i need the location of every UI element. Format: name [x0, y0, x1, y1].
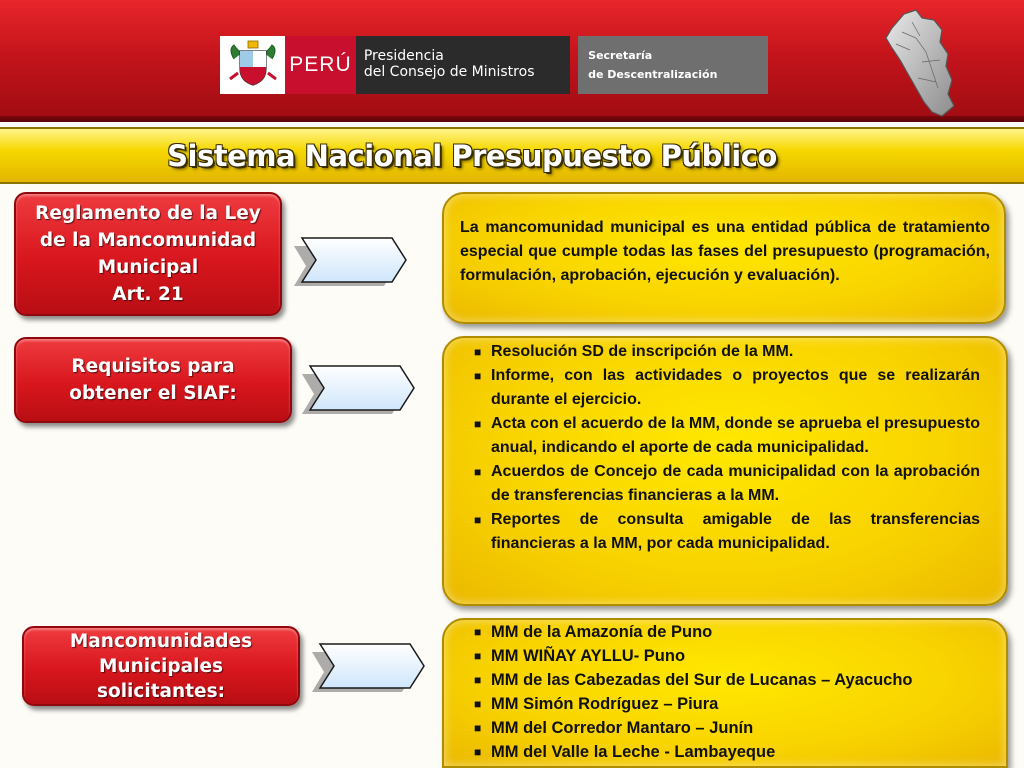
- red-box-requisitos: [14, 337, 292, 423]
- red-box-line: Requisitos para: [71, 356, 235, 377]
- red-box-line: Mancomunidades: [69, 630, 253, 652]
- secretaria-label: [578, 36, 768, 94]
- yellow-box-definicion: [442, 192, 1006, 324]
- red-box-line: de la Mancomunidad: [39, 230, 257, 251]
- list-item: ■ MM Simón Rodríguez – Piura: [474, 695, 719, 713]
- list-item: ■ MM de la Amazonía de Puno: [474, 623, 713, 641]
- definition-text: La mancomunidad municipal es una entidad pública de tratamiento especial que cumple todas las fases del presupuesto (programación, formulación, aprobación, ejecución y evaluación).: [460, 219, 990, 284]
- list-item: ■ Acta con el acuerdo de la MM, donde se aprueba el presupuesto anual, indicando el aporte de cada municipalidad.: [474, 415, 980, 456]
- red-box-line: obtener el SIAF:: [69, 383, 237, 404]
- red-box-line: Art. 21: [112, 284, 184, 305]
- sec-line-1: Secretaría: [588, 49, 653, 62]
- arrow-right-icon: [310, 642, 428, 700]
- government-logo: [220, 36, 768, 94]
- arrow-right-icon: [292, 236, 410, 294]
- yellow-box-requisitos: [442, 336, 1008, 606]
- list-item: ■ Reportes de consulta amigable de las transferencias financieras a la MM, por cada municipalidad.: [474, 511, 980, 552]
- list-item: ■ MM del Valle la Leche - Lambayeque: [474, 743, 776, 761]
- coat-of-arms-icon: [220, 36, 285, 94]
- red-box-mancomunidades: [22, 626, 300, 706]
- red-box-line: Municipales: [98, 655, 224, 677]
- pcm-line-2: del Consejo de Ministros: [363, 64, 535, 80]
- peru-label: PERÚ: [285, 36, 356, 94]
- requisitos-list: [470, 340, 980, 556]
- pcm-label: [356, 36, 571, 94]
- pcm-line-1: Presidencia: [363, 48, 444, 64]
- red-box-line: Municipal: [97, 257, 199, 278]
- red-box-reglamento: [14, 192, 282, 316]
- list-item: ■ Acuerdos de Concejo de cada municipalidad con la aprobación de transferencias financieras a la MM.: [474, 463, 980, 504]
- list-item: ■ MM WIÑAY AYLLU- Puno: [474, 647, 686, 665]
- red-box-line: solicitantes:: [96, 680, 225, 702]
- red-box-line: Reglamento de la Ley: [35, 203, 261, 224]
- list-item: ■ MM de las Cabezadas del Sur de Lucanas – Ayacucho: [474, 671, 913, 689]
- arrow-right-icon: [300, 364, 418, 422]
- yellow-box-solicitantes: [442, 618, 1008, 768]
- mancomunidades-list: [470, 620, 996, 764]
- list-item: ■ Informe, con las actividades o proyectos que se realizarán durante el ejercicio.: [474, 367, 980, 408]
- list-item: ■ MM del Corredor Mantaro – Junín: [474, 719, 754, 737]
- sec-line-2: de Descentralización: [588, 68, 718, 81]
- page-title: Sistema Nacional Presupuesto Público: [167, 138, 777, 173]
- peru-map-icon: [882, 8, 958, 126]
- list-item: ■ Resolución SD de inscripción de la MM.: [474, 343, 794, 360]
- title-bar: [0, 127, 1024, 184]
